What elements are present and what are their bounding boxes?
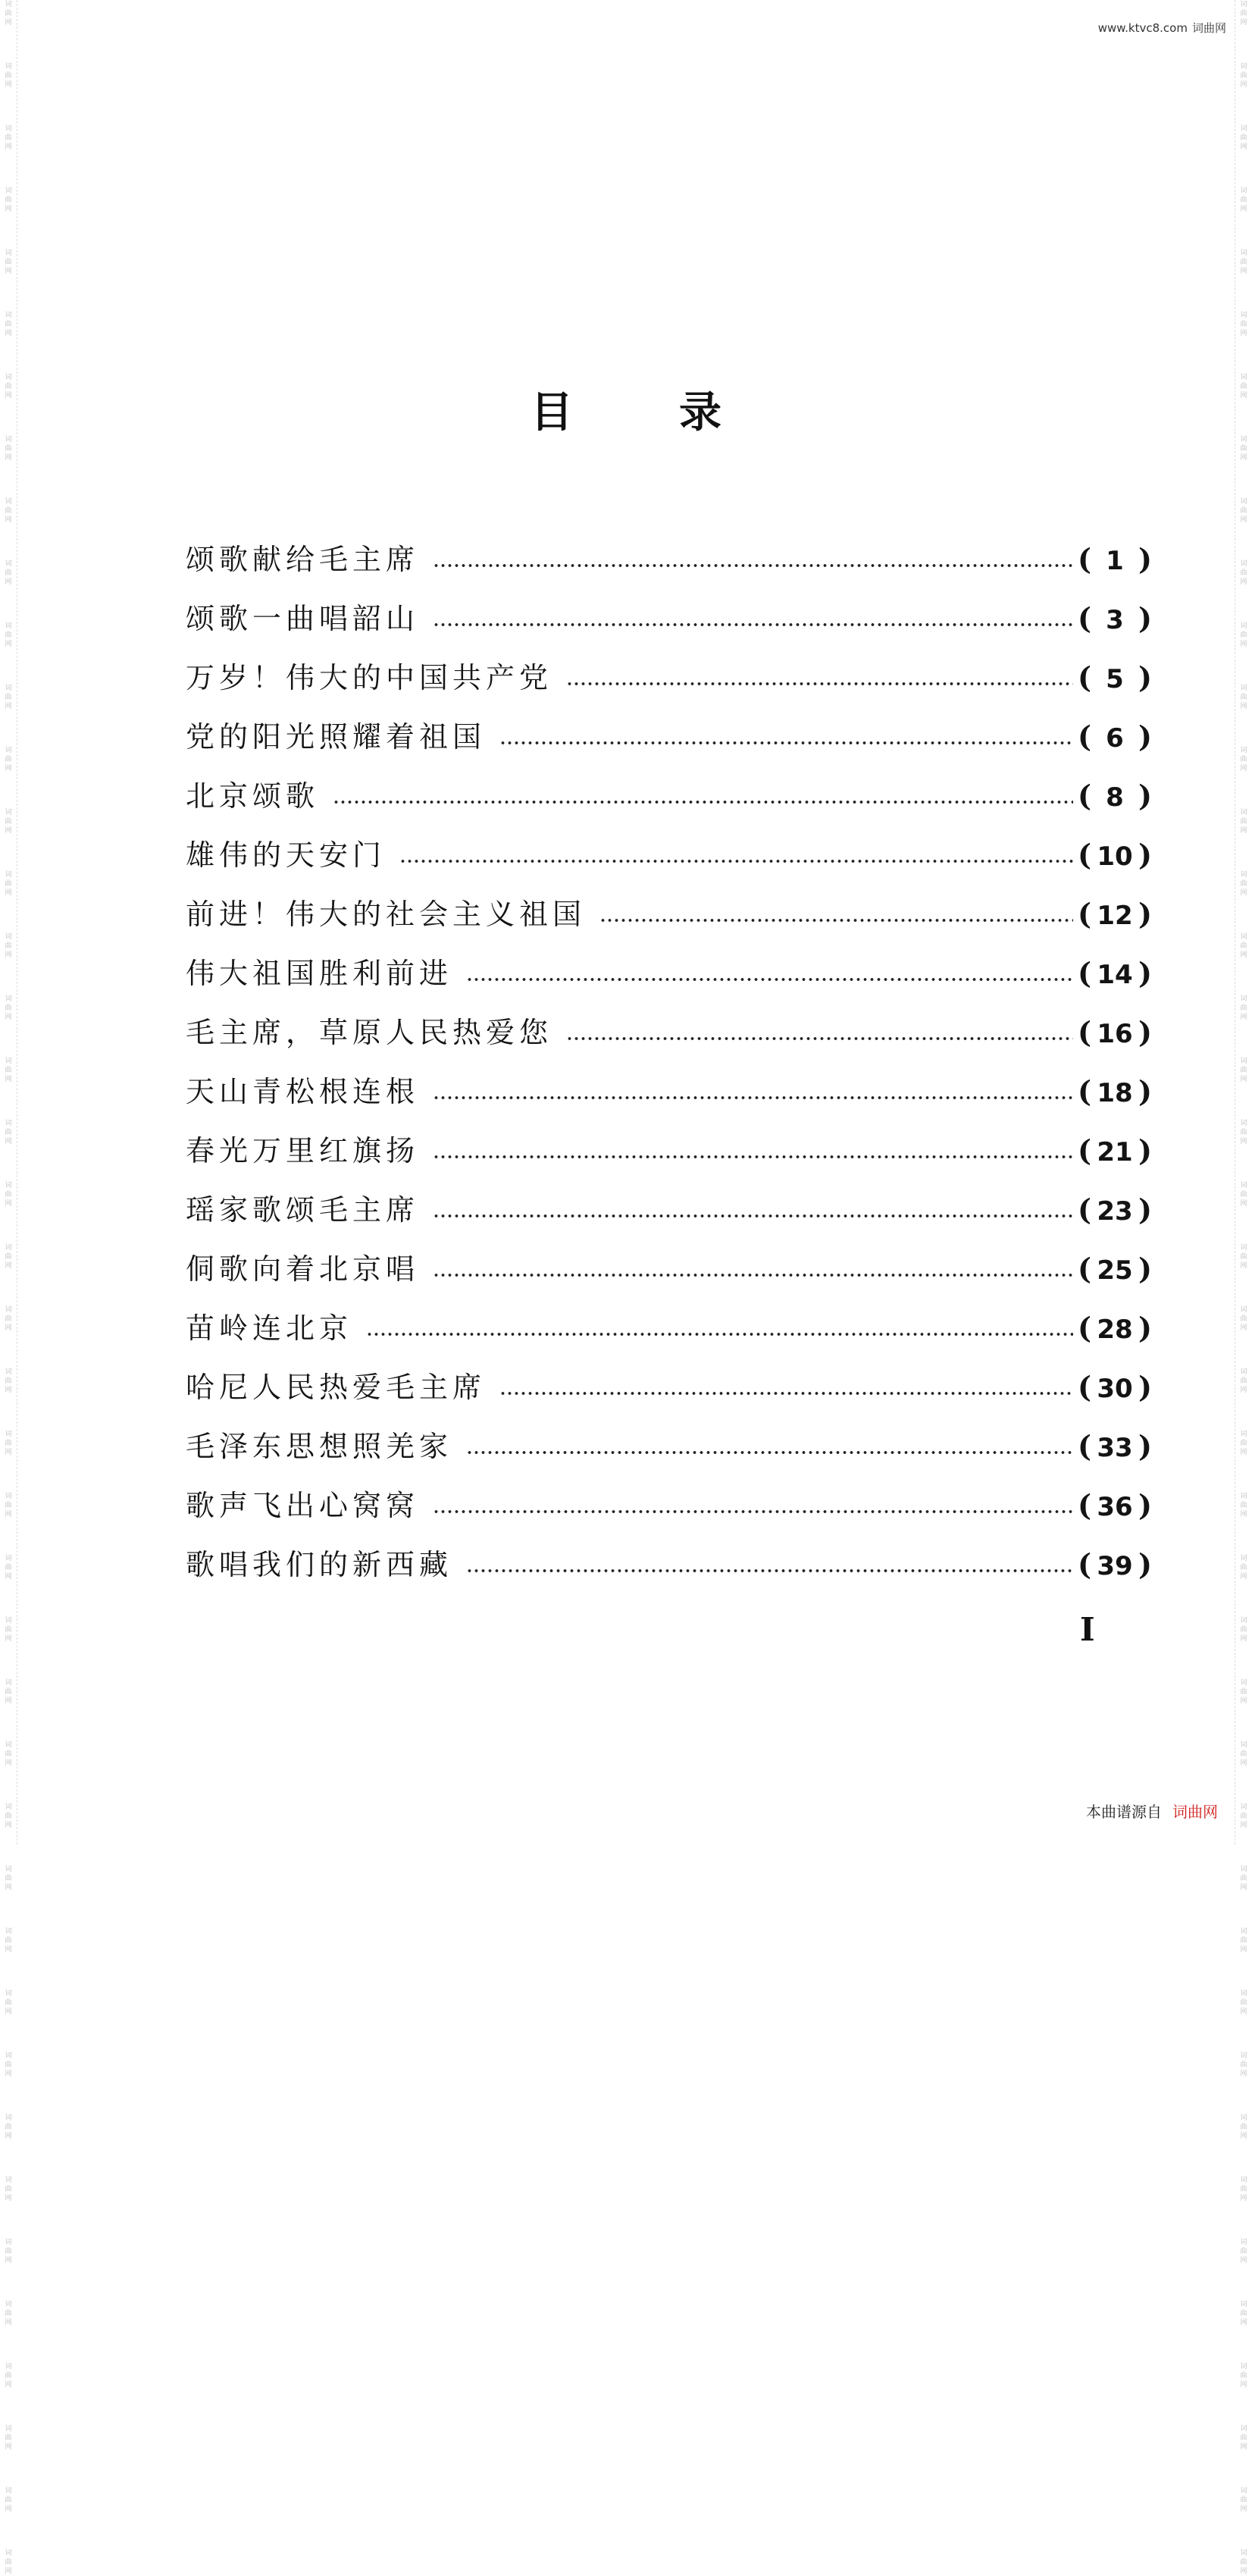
page-paren-open: ( [1078, 1488, 1092, 1522]
toc-entry [186, 595, 1152, 654]
toc-entry-title: 前进！伟大的社会主义祖国 [186, 898, 587, 931]
side-watermark-mark: 词曲网 [5, 933, 12, 959]
side-watermark-mark: 词曲网 [5, 809, 12, 835]
side-watermark-mark: 词曲网 [5, 436, 12, 462]
toc-entry-page: 10 [1097, 841, 1133, 872]
side-watermark-mark: 词曲网 [1240, 1120, 1247, 1145]
right-watermark-strip [1235, 0, 1252, 2575]
side-watermark-mark: 词曲网 [5, 1990, 12, 2016]
toc-entry-title: 毛主席，草原人民热爱您 [186, 1016, 553, 1049]
side-watermark-mark: 词曲网 [5, 1368, 12, 1394]
toc-entry-page: 16 [1097, 1019, 1133, 1049]
title-char-right: 录 [679, 388, 721, 437]
toc-entry [186, 1186, 1152, 1246]
page-paren-open: ( [1078, 1429, 1092, 1463]
toc-entry-page: 36 [1097, 1492, 1133, 1522]
dot-leader [433, 1213, 1073, 1219]
side-watermark-mark: 词曲网 [1240, 809, 1247, 835]
side-watermark-mark: 词曲网 [1240, 622, 1247, 648]
toc-entry-page: 5 [1106, 664, 1124, 694]
dot-leader [433, 1095, 1073, 1101]
page-paren-open: ( [1078, 601, 1092, 635]
side-watermark-mark: 词曲网 [1240, 249, 1247, 275]
toc-entry [186, 950, 1152, 1009]
side-watermark-mark: 词曲网 [5, 187, 12, 213]
header-source [1098, 20, 1226, 36]
toc-entry-title: 侗歌向着北京唱 [186, 1252, 420, 1286]
toc-entry-title: 伟大祖国胜利前进 [186, 957, 453, 990]
side-watermark-mark: 词曲网 [1240, 1058, 1247, 1083]
side-watermark-mark: 词曲网 [1240, 312, 1247, 337]
page-paren-close: ) [1138, 1488, 1152, 1522]
page-paren-close: ) [1138, 1252, 1152, 1286]
toc-entry-page: 21 [1097, 1137, 1133, 1167]
footer-credit [1086, 1800, 1218, 1822]
side-watermark-mark: 词曲网 [5, 1431, 12, 1456]
dot-leader [566, 1036, 1073, 1042]
toc-entry-page: 12 [1097, 901, 1133, 931]
side-watermark-mark: 词曲网 [5, 871, 12, 897]
page-paren-close: ) [1138, 601, 1152, 635]
side-watermark-mark: 词曲网 [5, 374, 12, 400]
toc-entry [186, 536, 1152, 595]
side-watermark-mark: 词曲网 [1240, 995, 1247, 1021]
toc-entry [186, 1541, 1152, 1600]
toc-entry-page: 3 [1106, 605, 1124, 635]
toc-entry-page: 8 [1106, 782, 1124, 813]
side-watermark-mark: 词曲网 [5, 2487, 12, 2513]
side-watermark-mark: 词曲网 [1240, 1866, 1247, 1891]
left-watermark-strip [0, 0, 17, 2575]
toc-entry-title: 颂歌献给毛主席 [186, 543, 420, 576]
page-paren-close: ) [1138, 719, 1152, 754]
side-watermark-mark: 词曲网 [5, 1493, 12, 1518]
side-watermark-mark: 词曲网 [5, 1617, 12, 1643]
toc-entry-title: 党的阳光照耀着祖国 [186, 720, 487, 754]
side-watermark-mark: 词曲网 [1240, 560, 1247, 586]
side-watermark-mark: 词曲网 [5, 2301, 12, 2327]
toc-entry-page: 25 [1097, 1255, 1133, 1286]
side-watermark-mark: 词曲网 [5, 1244, 12, 1270]
side-watermark-mark: 词曲网 [5, 2239, 12, 2264]
toc-entry [186, 1009, 1152, 1068]
side-watermark-mark: 词曲网 [1240, 2239, 1247, 2264]
side-watermark-mark: 词曲网 [5, 1928, 12, 1954]
toc-entry-title: 瑶家歌颂毛主席 [186, 1193, 420, 1227]
toc-entry-page: 6 [1106, 723, 1124, 754]
toc-entry [186, 832, 1152, 891]
side-watermark-mark: 词曲网 [1240, 1431, 1247, 1456]
page-paren-close: ) [1138, 542, 1152, 576]
footer-prefix: 本曲谱源自 [1086, 1803, 1162, 1821]
toc-entry [186, 891, 1152, 950]
toc-entry [186, 1068, 1152, 1127]
side-watermark-mark: 词曲网 [1240, 1368, 1247, 1394]
side-watermark-mark: 词曲网 [5, 560, 12, 586]
side-watermark-mark: 词曲网 [1240, 1555, 1247, 1581]
toc-entry [186, 1305, 1152, 1364]
side-watermark-mark: 词曲网 [5, 1741, 12, 1767]
page-paren-close: ) [1138, 1015, 1152, 1049]
side-watermark-mark: 词曲网 [1240, 1990, 1247, 2016]
side-watermark-mark: 词曲网 [5, 1866, 12, 1891]
page-folio: I [1080, 1611, 1095, 1648]
side-watermark-mark: 词曲网 [5, 1804, 12, 1829]
side-watermark-mark: 词曲网 [1240, 1306, 1247, 1332]
side-watermark-mark: 词曲网 [5, 685, 12, 710]
side-watermark-mark: 词曲网 [5, 2114, 12, 2140]
side-watermark-mark: 词曲网 [1240, 933, 1247, 959]
side-watermark-mark: 词曲网 [5, 1, 12, 27]
side-watermark-mark: 词曲网 [1240, 1182, 1247, 1208]
side-watermark-mark: 词曲网 [1240, 2052, 1247, 2078]
side-watermark-mark: 词曲网 [1240, 2425, 1247, 2451]
page-paren-close: ) [1138, 1547, 1152, 1581]
page-paren-close: ) [1138, 838, 1152, 872]
dot-leader [499, 1390, 1073, 1396]
header-url-text[interactable]: www.ktvc8.com [1097, 21, 1188, 35]
side-watermark-mark: 词曲网 [1240, 125, 1247, 151]
title-char-left: 目 [531, 388, 573, 437]
page-paren-open: ( [1078, 1133, 1092, 1167]
side-watermark-mark: 词曲网 [1240, 498, 1247, 524]
toc-entry-title: 毛泽东思想照羌家 [186, 1430, 453, 1463]
side-watermark-mark: 词曲网 [1240, 2301, 1247, 2327]
toc-entry-title: 雄伟的天安门 [186, 838, 387, 872]
side-watermark-mark: 词曲网 [1240, 1679, 1247, 1705]
dot-leader [466, 1568, 1073, 1574]
side-watermark-mark: 词曲网 [5, 2052, 12, 2078]
toc-entry-page: 23 [1097, 1196, 1133, 1227]
dot-leader [466, 976, 1073, 982]
side-watermark-mark: 词曲网 [1240, 747, 1247, 772]
dot-leader [566, 681, 1073, 687]
side-watermark-mark: 词曲网 [5, 622, 12, 648]
side-watermark-mark: 词曲网 [1240, 374, 1247, 400]
toc-entry-page: 28 [1097, 1315, 1133, 1345]
footer-site-link[interactable]: 词曲网 [1172, 1803, 1218, 1821]
side-watermark-mark: 词曲网 [1240, 1493, 1247, 1518]
toc-entry [186, 654, 1152, 713]
page-paren-close: ) [1138, 1192, 1152, 1227]
side-watermark-mark: 词曲网 [5, 2549, 12, 2575]
toc-entry-title: 天山青松根连根 [186, 1075, 420, 1108]
page-paren-open: ( [1078, 660, 1092, 694]
side-watermark-mark: 词曲网 [1240, 2114, 1247, 2140]
dot-leader [366, 1331, 1073, 1337]
toc-entry-title: 歌声飞出心窝窝 [186, 1489, 420, 1522]
page-paren-close: ) [1138, 660, 1152, 694]
side-watermark-mark: 词曲网 [5, 2363, 12, 2389]
side-watermark-mark: 词曲网 [5, 249, 12, 275]
page-paren-close: ) [1138, 1311, 1152, 1345]
page-paren-open: ( [1078, 1252, 1092, 1286]
toc-entry-page: 1 [1106, 546, 1124, 576]
toc-entry [186, 713, 1152, 772]
page-paren-open: ( [1078, 719, 1092, 754]
side-watermark-mark: 词曲网 [5, 498, 12, 524]
side-watermark-mark: 词曲网 [5, 1058, 12, 1083]
side-watermark-mark: 词曲网 [1240, 1, 1247, 27]
dot-leader [433, 563, 1073, 569]
page-paren-close: ) [1138, 1074, 1152, 1108]
side-watermark-mark: 词曲网 [5, 1555, 12, 1581]
side-watermark-mark: 词曲网 [5, 1306, 12, 1332]
side-watermark-mark: 词曲网 [1240, 2176, 1247, 2202]
side-watermark-mark: 词曲网 [1240, 2363, 1247, 2389]
page-paren-open: ( [1078, 1074, 1092, 1108]
toc-entry-page: 30 [1097, 1374, 1133, 1404]
toc-entry-page: 14 [1097, 960, 1133, 990]
dot-leader [433, 1509, 1073, 1515]
page-paren-open: ( [1078, 779, 1092, 813]
page-paren-close: ) [1138, 1429, 1152, 1463]
toc-entry [186, 1246, 1152, 1305]
page-paren-open: ( [1078, 1370, 1092, 1404]
side-watermark-mark: 词曲网 [1240, 1617, 1247, 1643]
side-watermark-mark: 词曲网 [1240, 63, 1247, 89]
side-watermark-mark: 词曲网 [1240, 871, 1247, 897]
dot-leader [399, 858, 1073, 864]
table-of-contents [186, 536, 1152, 1600]
page-paren-close: ) [1138, 1133, 1152, 1167]
page-paren-open: ( [1078, 542, 1092, 576]
toc-entry [186, 1364, 1152, 1423]
toc-entry-title: 哈尼人民热爱毛主席 [186, 1371, 487, 1404]
page-paren-open: ( [1078, 956, 1092, 990]
side-watermark-mark: 词曲网 [5, 125, 12, 151]
page-title [0, 379, 1252, 440]
toc-entry-page: 33 [1097, 1433, 1133, 1463]
page-paren-close: ) [1138, 1370, 1152, 1404]
dot-leader [466, 1449, 1073, 1456]
toc-entry [186, 1423, 1152, 1482]
side-watermark-mark: 词曲网 [1240, 436, 1247, 462]
side-watermark-mark: 词曲网 [5, 2425, 12, 2451]
toc-entry-page: 39 [1097, 1551, 1133, 1581]
side-watermark-mark: 词曲网 [5, 1679, 12, 1705]
toc-entry-page: 18 [1097, 1078, 1133, 1108]
page-paren-close: ) [1138, 956, 1152, 990]
side-watermark-mark: 词曲网 [1240, 685, 1247, 710]
dot-leader [433, 622, 1073, 628]
side-watermark-mark: 词曲网 [5, 2176, 12, 2202]
side-watermark-mark: 词曲网 [5, 312, 12, 337]
page-paren-open: ( [1078, 1311, 1092, 1345]
side-watermark-mark: 词曲网 [5, 1120, 12, 1145]
side-watermark-mark: 词曲网 [1240, 1804, 1247, 1829]
side-watermark-mark: 词曲网 [1240, 2549, 1247, 2575]
side-watermark-mark: 词曲网 [5, 747, 12, 772]
toc-entry-title: 苗岭连北京 [186, 1312, 353, 1345]
dot-leader [599, 917, 1073, 923]
toc-entry [186, 1127, 1152, 1186]
toc-entry-title: 万岁！伟大的中国共产党 [186, 661, 553, 694]
toc-entry-title: 颂歌一曲唱韶山 [186, 602, 420, 635]
dot-leader [333, 799, 1073, 805]
side-watermark-mark: 词曲网 [5, 995, 12, 1021]
dot-leader [433, 1272, 1073, 1278]
side-watermark-mark: 词曲网 [1240, 187, 1247, 213]
toc-entry-title: 春光万里红旗扬 [186, 1134, 420, 1167]
page-paren-open: ( [1078, 1547, 1092, 1581]
dot-leader [499, 740, 1073, 746]
side-watermark-mark: 词曲网 [1240, 1928, 1247, 1954]
toc-entry [186, 1482, 1152, 1541]
side-watermark-mark: 词曲网 [5, 1182, 12, 1208]
side-watermark-mark: 词曲网 [1240, 1741, 1247, 1767]
page-paren-open: ( [1078, 838, 1092, 872]
page-paren-open: ( [1078, 1192, 1092, 1227]
toc-entry-title: 歌唱我们的新西藏 [186, 1548, 453, 1581]
page-paren-open: ( [1078, 897, 1092, 931]
toc-entry [186, 772, 1152, 832]
toc-entry-title: 北京颂歌 [186, 779, 320, 813]
page-paren-close: ) [1138, 779, 1152, 813]
side-watermark-mark: 词曲网 [5, 63, 12, 89]
page-paren-close: ) [1138, 897, 1152, 931]
side-watermark-mark: 词曲网 [1240, 2487, 1247, 2513]
page-paren-open: ( [1078, 1015, 1092, 1049]
header-site-name: 词曲网 [1191, 21, 1226, 35]
dot-leader [433, 1154, 1073, 1160]
side-watermark-mark: 词曲网 [1240, 1244, 1247, 1270]
